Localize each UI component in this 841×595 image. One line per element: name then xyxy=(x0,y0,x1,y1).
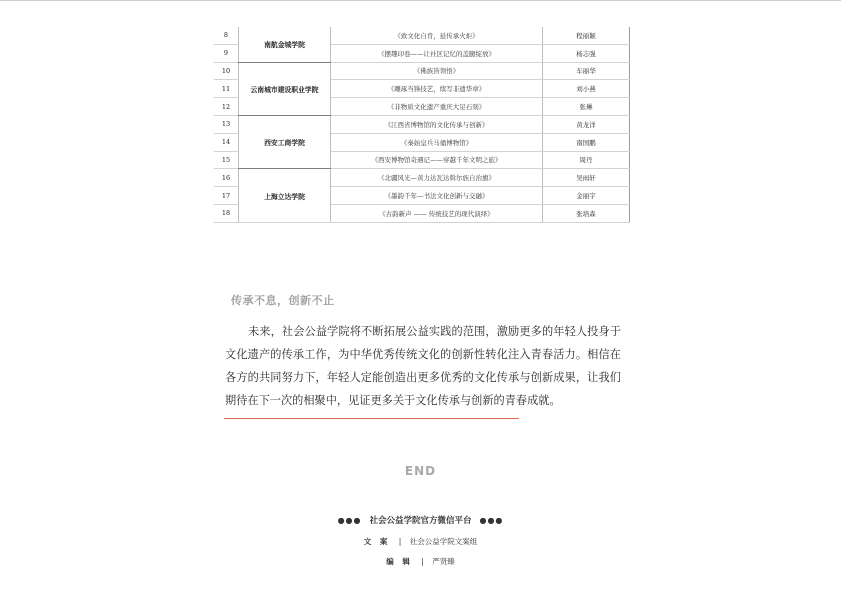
work-title: 《佛族皆领悟》 xyxy=(331,62,543,80)
awards-table xyxy=(214,27,630,223)
footer-edit-credit xyxy=(0,556,841,567)
author-name: 南国鹏 xyxy=(543,133,630,151)
row-number: 15 xyxy=(214,151,239,169)
author-name: 金丽宇 xyxy=(543,187,630,205)
table-row xyxy=(214,115,630,133)
footer-platform-line xyxy=(0,514,841,526)
edit-credit-value: 严贤臻 xyxy=(432,557,455,566)
author-name: 黄龙洋 xyxy=(543,115,630,133)
accent-divider xyxy=(224,418,519,419)
row-number: 16 xyxy=(214,169,239,187)
row-number: 14 xyxy=(214,133,239,151)
school-cell: 上海立达学院 xyxy=(239,169,331,222)
work-title: 《秦始皇兵马俑博物馆》 xyxy=(331,133,543,151)
school-cell: 云南城市建设职业学院 xyxy=(239,62,331,115)
row-number: 18 xyxy=(214,204,239,222)
table-row xyxy=(214,27,630,44)
decorative-dots-left: ●●● xyxy=(337,516,362,525)
row-number: 11 xyxy=(214,80,239,98)
copy-role-label: 文 案 xyxy=(363,537,391,546)
work-title: 《致文化自肯，延传承火炬》 xyxy=(331,27,543,44)
author-name: 杨志强 xyxy=(543,44,630,62)
decorative-dots-right: ●●● xyxy=(479,516,504,525)
author-name: 刘小燕 xyxy=(543,80,630,98)
platform-name: 社会公益学院官方微信平台 xyxy=(369,516,472,526)
work-title: 《墨韵千年—书法文化创新与交融》 xyxy=(331,187,543,205)
work-title: 《非物质文化遗产重庆大足石刻》 xyxy=(331,98,543,116)
end-label: END xyxy=(404,464,437,478)
top-divider xyxy=(0,0,841,1)
table-row xyxy=(214,169,630,187)
author-name: 车丽华 xyxy=(543,62,630,80)
author-name: 程丽颖 xyxy=(543,27,630,44)
row-number: 12 xyxy=(214,98,239,116)
author-name: 吴雨轩 xyxy=(543,169,630,187)
row-number: 13 xyxy=(214,115,239,133)
awards-table-wrap xyxy=(214,27,630,223)
work-title: 《西安博物馆奇遇记——穿越千年文明之旅》 xyxy=(331,151,543,169)
work-title: 《江西省博物馆的文化传承与创新》 xyxy=(331,115,543,133)
work-title: 《摆趣印卷——让社区记忆的盖腿绽放》 xyxy=(331,44,543,62)
row-number: 10 xyxy=(214,62,239,80)
row-number: 8 xyxy=(214,27,239,44)
copy-separator: | xyxy=(398,537,402,546)
edit-separator: | xyxy=(421,557,424,566)
work-title: 《古韵新声 —— 传统技艺的现代演绎》 xyxy=(331,204,543,222)
author-name: 张培森 xyxy=(543,204,630,222)
footer-copy-credit xyxy=(0,536,841,547)
closing-paragraph: 未来，社会公益学院将不断拓展公益实践的范围，激励更多的年轻人投身于文化遗产的传承工作，为中华优秀传统文化的创新性转化注入青春活力。相信在各方的共同努力下，年轻人定能创造出更多优秀的文化传承与创新成果，让我们期待在下一次的相聚中，见证更多关于文化传承与创新的青春成就。 xyxy=(225,325,621,407)
copy-credit-value: 社会公益学院文案组 xyxy=(409,537,478,546)
school-cell: 西安工商学院 xyxy=(239,115,331,168)
section-heading: 传承不息，创新不止 xyxy=(231,294,335,307)
row-number: 17 xyxy=(214,187,239,205)
author-name: 张琳 xyxy=(543,98,630,116)
edit-role-label: 编 辑 xyxy=(386,557,413,566)
author-name: 周丹 xyxy=(543,151,630,169)
row-number: 9 xyxy=(214,44,239,62)
table-row xyxy=(214,62,630,80)
work-title: 《北疆风光—黄力达瓦达斡尔族自治旗》 xyxy=(331,169,543,187)
school-cell: 南航金城学院 xyxy=(239,27,331,62)
work-title: 《雕琢当锋技艺，续写非遗华章》 xyxy=(331,80,543,98)
